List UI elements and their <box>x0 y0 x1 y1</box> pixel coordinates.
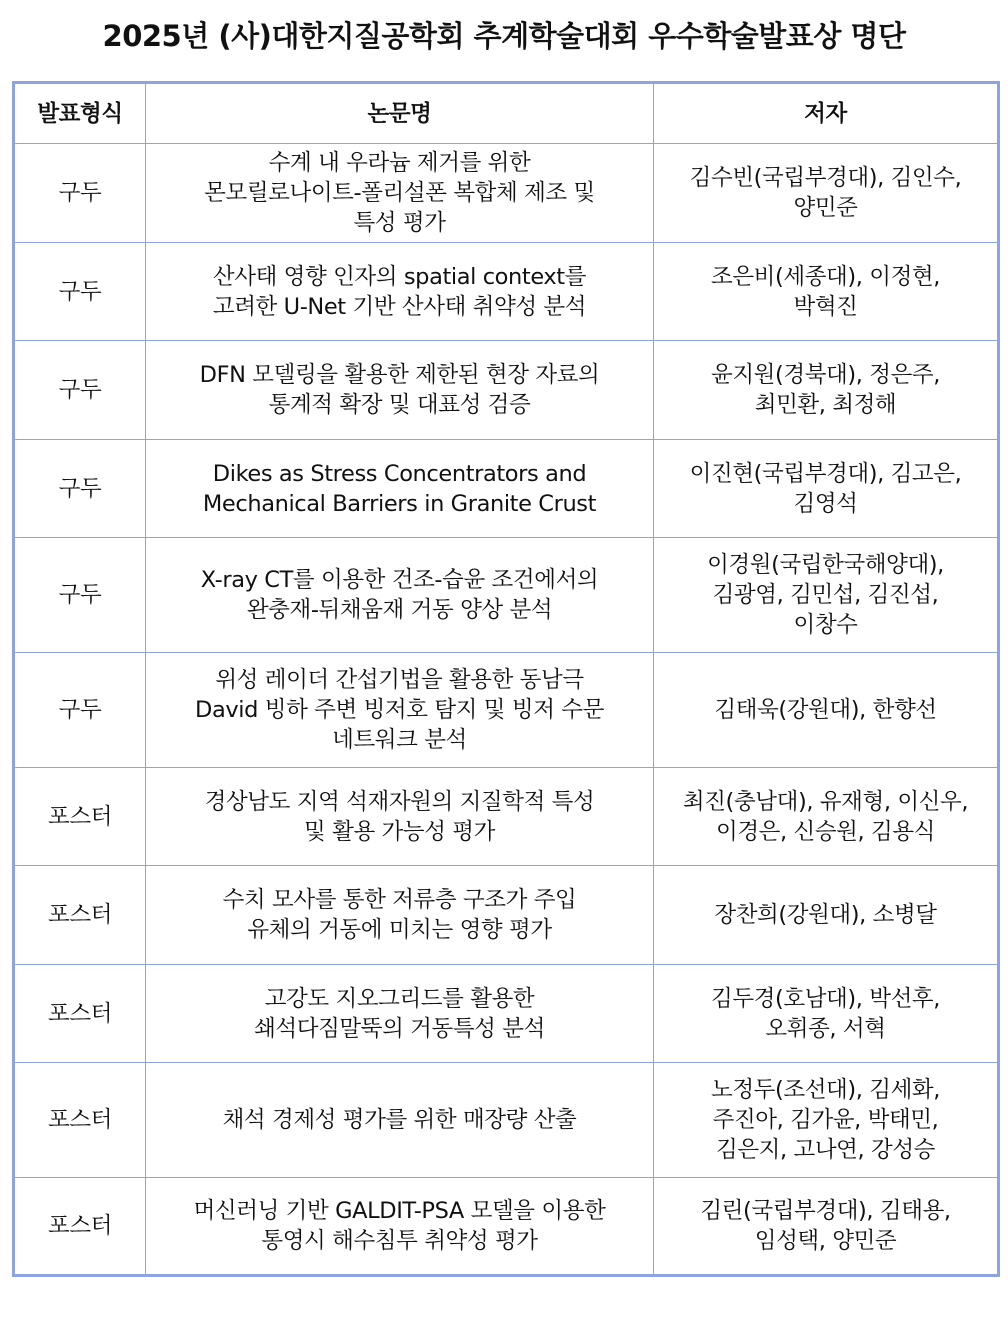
cell-presentation-type: 구두 <box>14 538 146 653</box>
author-line: 임성택, 양민준 <box>754 1228 897 1254</box>
cell-authors <box>654 768 999 866</box>
cell-presentation-type: 포스터 <box>14 768 146 866</box>
paper-title-line: 통영시 해수침투 취약성 평가 <box>261 1228 538 1254</box>
author-line: 이진현(국립부경대), 김고은, <box>689 460 962 487</box>
cell-paper-title <box>146 768 654 866</box>
table-row <box>14 653 999 768</box>
author-line: 김수빈(국립부경대), 김인수, <box>689 165 962 191</box>
awards-table <box>12 81 1000 1277</box>
paper-title-line: 쇄석다짐말뚝의 거동특성 분석 <box>254 1015 545 1042</box>
paper-title-line: 산사태 영향 인자의 spatial context를 <box>212 263 587 290</box>
author-line: 김태욱(강원대), 한향선 <box>714 697 937 723</box>
paper-title-line: 몬모릴로나이트-폴리설폰 복합체 제조 및 <box>204 180 595 206</box>
cell-paper-title <box>146 538 654 653</box>
cell-paper-title <box>146 341 654 440</box>
cell-authors <box>654 1063 999 1178</box>
paper-title-line: 및 활용 가능성 평가 <box>304 818 495 845</box>
cell-paper-title <box>146 1178 654 1276</box>
author-line: 오휘종, 서혁 <box>765 1015 886 1042</box>
paper-title-line: 통계적 확장 및 대표성 검증 <box>268 392 531 418</box>
author-line: 이경원(국립한국해양대), <box>707 552 944 578</box>
paper-title-line: 유체의 거동에 미치는 영향 평가 <box>247 917 552 943</box>
paper-title-line: Mechanical Barriers in Granite Crust <box>202 490 597 517</box>
paper-title-line: X-ray CT를 이용한 건조-습윤 조건에서의 <box>200 567 599 593</box>
table-body <box>14 144 999 1276</box>
table-row <box>14 768 999 866</box>
cell-presentation-type: 포스터 <box>14 1063 146 1178</box>
author-line: 장찬희(강원대), 소병달 <box>714 902 937 928</box>
table-row <box>14 243 999 341</box>
cell-authors <box>654 866 999 965</box>
cell-presentation-type: 구두 <box>14 144 146 243</box>
cell-presentation-type: 구두 <box>14 341 146 440</box>
cell-authors <box>654 1178 999 1276</box>
cell-paper-title <box>146 866 654 965</box>
author-line: 조은비(세종대), 이정현, <box>710 263 941 290</box>
paper-title-line: Dikes as Stress Concentrators and <box>212 460 587 487</box>
paper-title-line: 수치 모사를 통한 저류층 구조가 주입 <box>222 887 577 913</box>
cell-paper-title <box>146 440 654 538</box>
author-line: 이경은, 신승원, 김용식 <box>715 818 936 845</box>
author-line: 김영석 <box>793 490 858 517</box>
author-line: 이창수 <box>793 612 858 638</box>
cell-presentation-type: 포스터 <box>14 1178 146 1276</box>
cell-authors <box>654 653 999 768</box>
cell-presentation-type: 포스터 <box>14 965 146 1063</box>
header-title: 논문명 <box>146 83 654 144</box>
author-line: 김린(국립부경대), 김태용, <box>700 1198 951 1224</box>
cell-authors <box>654 341 999 440</box>
author-line: 주진아, 김가윤, 박태민, <box>712 1107 939 1133</box>
paper-title-line: 경상남도 지역 석재자원의 지질학적 특성 <box>204 788 595 815</box>
paper-title-line: 위성 레이더 간섭기법을 활용한 동남극 <box>215 667 584 693</box>
cell-paper-title <box>146 243 654 341</box>
cell-authors <box>654 144 999 243</box>
cell-authors <box>654 538 999 653</box>
table-row <box>14 538 999 653</box>
paper-title-line: 고강도 지오그리드를 활용한 <box>264 985 535 1012</box>
cell-authors <box>654 243 999 341</box>
author-line: 김은지, 고나연, 강성승 <box>715 1137 936 1163</box>
paper-title-line: 수계 내 우라늄 제거를 위한 <box>268 150 531 176</box>
table-row <box>14 965 999 1063</box>
header-type: 발표형식 <box>14 83 146 144</box>
cell-presentation-type: 구두 <box>14 440 146 538</box>
cell-presentation-type: 구두 <box>14 243 146 341</box>
author-line: 김두경(호남대), 박선후, <box>710 985 941 1012</box>
cell-paper-title <box>146 653 654 768</box>
paper-title-line: DFN 모델링을 활용한 제한된 현장 자료의 <box>199 362 600 388</box>
page-title: 2025년 (사)대한지질공학회 추계학술대회 우수학술발표상 명단 <box>102 19 906 53</box>
table-row <box>14 1063 999 1178</box>
author-line: 김광염, 김민섭, 김진섭, <box>712 582 939 608</box>
table-row <box>14 440 999 538</box>
paper-title-line: 완충재-뒤채움재 거동 양상 분석 <box>246 597 553 623</box>
author-line: 윤지원(경북대), 정은주, <box>710 362 941 388</box>
author-line: 양민준 <box>793 195 858 221</box>
cell-authors <box>654 440 999 538</box>
paper-title-line: 채석 경제성 평가를 위한 매장량 산출 <box>222 1107 577 1133</box>
paper-title-line: 특성 평가 <box>353 210 446 236</box>
table-row <box>14 144 999 243</box>
cell-presentation-type: 구두 <box>14 653 146 768</box>
author-line: 최진(충남대), 유재형, 이신우, <box>682 788 969 815</box>
paper-title-line: 네트워크 분석 <box>332 727 467 753</box>
author-line: 노정두(조선대), 김세화, <box>710 1077 941 1103</box>
header-authors: 저자 <box>654 83 999 144</box>
cell-paper-title <box>146 1063 654 1178</box>
cell-presentation-type: 포스터 <box>14 866 146 965</box>
cell-paper-title <box>146 965 654 1063</box>
table-row <box>14 1178 999 1276</box>
author-line: 박혁진 <box>793 293 858 320</box>
paper-title-line: David 빙하 주변 빙저호 탐지 및 빙저 수문 <box>195 697 604 723</box>
author-line: 최민환, 최정해 <box>754 392 897 418</box>
table-row <box>14 866 999 965</box>
cell-authors <box>654 965 999 1063</box>
paper-title-line: 고려한 U-Net 기반 산사태 취약성 분석 <box>212 293 587 320</box>
table-row <box>14 341 999 440</box>
header-row <box>14 83 999 144</box>
paper-title-line: 머신러닝 기반 GALDIT-PSA 모델을 이용한 <box>193 1198 606 1224</box>
cell-paper-title <box>146 144 654 243</box>
